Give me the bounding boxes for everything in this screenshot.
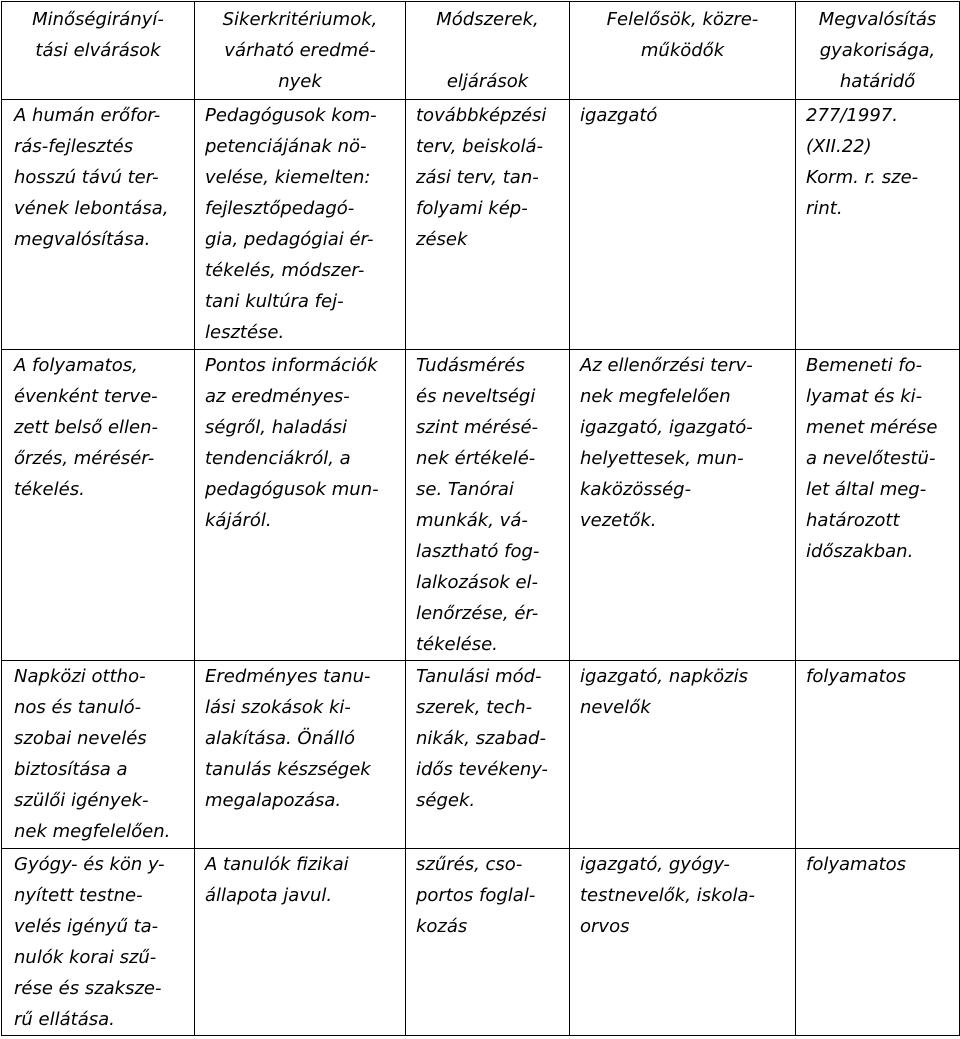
cell-text-line: kaközösség- <box>580 479 692 500</box>
cell-text-line: határozott <box>806 510 900 531</box>
cell-text-line: nyített testne- <box>14 885 143 906</box>
cell-text-line: rás-fejlesztés <box>14 136 134 157</box>
cell-text-line: se. Tanórai <box>416 479 514 500</box>
frequency-cell <box>796 100 960 350</box>
criteria-cell <box>195 661 406 849</box>
methods-cell <box>406 100 570 350</box>
cell-text-line: A humán erőfor- <box>14 105 161 126</box>
cell-text-line: igazgató <box>580 105 658 126</box>
cell-text-line: velés igényű ta- <box>14 916 159 937</box>
cell-text-line: Pedagógusok kom- <box>205 105 377 126</box>
cell-text-line: szerek, tech- <box>416 697 533 718</box>
cell-text-line: zási terv, tan- <box>416 167 539 188</box>
cell-text-line: folyamatos <box>806 854 907 875</box>
cell-text-line: let által meg- <box>806 479 927 500</box>
cell-text-line: nevelők <box>580 697 651 718</box>
expectation-cell <box>2 350 195 661</box>
cell-text-line: Korm. r. sze- <box>806 167 919 188</box>
cell-text-line: rése és szaksze- <box>14 978 162 999</box>
cell-text-line: biztosítása a <box>14 759 128 780</box>
cell-text-line: kozás <box>416 916 468 937</box>
cell-text-line: idős tevékeny- <box>416 759 548 780</box>
frequency-cell <box>796 661 960 849</box>
cell-text-line: kájáról. <box>205 510 272 531</box>
cell-text-line: Tudásmérés <box>416 355 525 376</box>
methods-cell <box>406 350 570 661</box>
cell-text-line: nos és tanuló- <box>14 697 142 718</box>
header-responsible: Felelősök, közre- működők <box>570 2 796 100</box>
cell-text-line: nek megfelelően <box>580 386 731 407</box>
cell-text-line: megalapozása. <box>205 790 342 811</box>
cell-text-line: igazgató, napközis <box>580 666 749 687</box>
header-row <box>2 2 960 100</box>
cell-text-line: munkák, vá- <box>416 510 528 531</box>
cell-text-line: lasztható fog- <box>416 541 540 562</box>
cell-text-line: vezetők. <box>580 510 657 531</box>
quality-table <box>1 1 960 1036</box>
cell-text-line: vének lebontása, <box>14 198 169 219</box>
cell-text-line: A folyamatos, <box>14 355 138 376</box>
cell-text-line: szobai nevelés <box>14 728 147 749</box>
responsible-cell <box>570 661 796 849</box>
cell-text-line: az eredményes- <box>205 386 350 407</box>
cell-text-line: tékelése. <box>416 634 498 655</box>
cell-text-line: helyettesek, mun- <box>580 448 744 469</box>
expectation-cell <box>2 100 195 350</box>
cell-text-line: évenként terve- <box>14 386 158 407</box>
criteria-cell <box>195 100 406 350</box>
cell-text-line: ségről, haladási <box>205 417 348 438</box>
cell-text-line: Az ellenőrzési terv- <box>580 355 753 376</box>
cell-text-line: terv, beiskolá- <box>416 136 544 157</box>
cell-text-line: menet mérése <box>806 417 938 438</box>
cell-text-line: szülői igények- <box>14 790 149 811</box>
cell-text-line: portos foglal- <box>416 885 536 906</box>
cell-text-line: Napközi ottho- <box>14 666 146 687</box>
cell-text-line: folyamatos <box>806 666 907 687</box>
cell-text-line: Tanulási mód- <box>416 666 542 687</box>
cell-text-line: és neveltségi <box>416 386 536 407</box>
cell-text-line: velése, kiemelten: <box>205 167 371 188</box>
cell-text-line: tékelés, módszer- <box>205 260 365 281</box>
cell-text-line: szint mérésé- <box>416 417 539 438</box>
cell-text-line: Eredményes tanu- <box>205 666 371 687</box>
cell-text-line: rű ellátása. <box>14 1009 115 1030</box>
cell-text-line: nek értékelé- <box>416 448 536 469</box>
cell-text-line: igazgató, gyógy- <box>580 854 730 875</box>
cell-text-line: őrzés, mérésér- <box>14 448 155 469</box>
table-row <box>2 661 960 849</box>
cell-text-line: testnevelők, iskola- <box>580 885 755 906</box>
cell-text-line: továbbképzési <box>416 105 547 126</box>
frequency-cell <box>796 350 960 661</box>
header-success-criteria: Sikerkritériumok, várható eredmé- nyek <box>195 2 406 100</box>
cell-text-line: gia, pedagógiai ér- <box>205 229 374 250</box>
criteria-cell <box>195 350 406 661</box>
cell-text-line: rint. <box>806 198 843 219</box>
cell-text-line: fejlesztőpedagó- <box>205 198 355 219</box>
cell-text-line: tanulás készségek <box>205 759 371 780</box>
cell-text-line: Pontos információk <box>205 355 378 376</box>
cell-text-line: lalkozások el- <box>416 572 539 593</box>
methods-cell <box>406 661 570 849</box>
cell-text-line: zett belső ellen- <box>14 417 159 438</box>
cell-text-line: pedagógusok mun- <box>205 479 379 500</box>
cell-text-line: nek megfelelően. <box>14 821 171 842</box>
expectation-cell <box>2 849 195 1036</box>
methods-cell <box>406 849 570 1036</box>
cell-text-line: tendenciákról, a <box>205 448 351 469</box>
expectation-cell <box>2 661 195 849</box>
table-row <box>2 100 960 350</box>
cell-text-line: folyami kép- <box>416 198 528 219</box>
header-frequency-deadline: Megvalósítás gyakorisága, határidő <box>796 2 960 100</box>
cell-text-line: Gyógy- és kön y- <box>14 854 165 875</box>
responsible-cell <box>570 100 796 350</box>
header-methods: Módszerek, eljárások <box>406 2 570 100</box>
cell-text-line: orvos <box>580 916 630 937</box>
cell-text-line: nulók korai szű- <box>14 947 157 968</box>
cell-text-line: hosszú távú ter- <box>14 167 159 188</box>
cell-text-line: zések <box>416 229 468 250</box>
frequency-cell <box>796 849 960 1036</box>
cell-text-line: lyamat és ki- <box>806 386 923 407</box>
cell-text-line: A tanulók fizikai <box>205 854 349 875</box>
cell-text-line: Bemeneti fo- <box>806 355 923 376</box>
cell-text-line: petenciájának nö- <box>205 136 367 157</box>
cell-text-line: lesztése. <box>205 322 285 343</box>
cell-text-line: igazgató, igazgató- <box>580 417 753 438</box>
cell-text-line: lási szokások ki- <box>205 697 351 718</box>
cell-text-line: időszakban. <box>806 541 914 562</box>
table-row <box>2 350 960 661</box>
responsible-cell <box>570 350 796 661</box>
cell-text-line: alakítása. Önálló <box>205 728 356 749</box>
table-row <box>2 849 960 1036</box>
cell-text-line: 277/1997. <box>806 105 898 126</box>
cell-text-line: tékelés. <box>14 479 85 500</box>
cell-text-line: állapota javul. <box>205 885 333 906</box>
cell-text-line: (XII.22) <box>806 136 872 157</box>
cell-text-line: megvalósítása. <box>14 229 151 250</box>
criteria-cell <box>195 849 406 1036</box>
header-quality-expectations: Minőségirányí- tási elvárások <box>2 2 195 100</box>
cell-text-line: a nevelőtestü- <box>806 448 936 469</box>
cell-text-line: szűrés, cso- <box>416 854 523 875</box>
cell-text-line: tani kultúra fej- <box>205 291 344 312</box>
cell-text-line: lenőrzése, ér- <box>416 603 539 624</box>
cell-text-line: nikák, szabad- <box>416 728 546 749</box>
responsible-cell <box>570 849 796 1036</box>
cell-text-line: ségek. <box>416 790 476 811</box>
